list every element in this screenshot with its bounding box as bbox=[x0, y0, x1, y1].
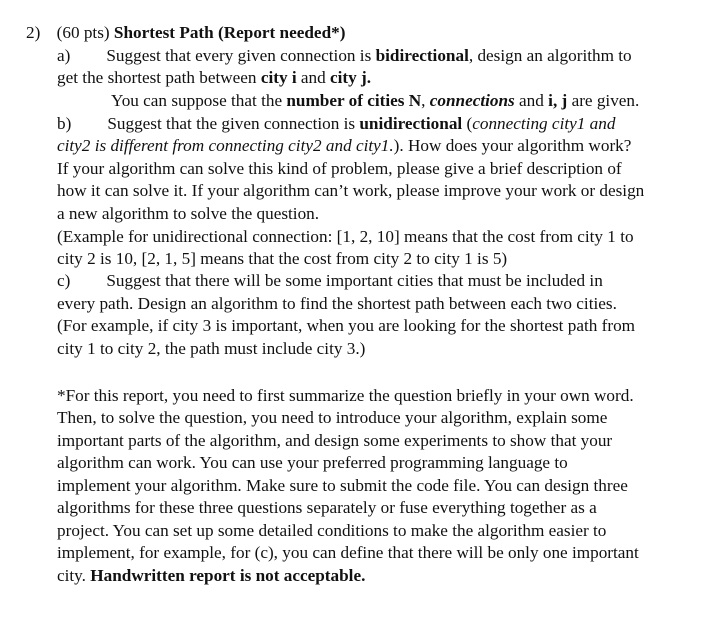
handwritten-warning: Handwritten report is not acceptable. bbox=[90, 566, 366, 585]
part-c-label: c) bbox=[57, 271, 71, 290]
report-note-line-5: implement your algorithm. Make sure to submit the code file. You can design three bbox=[57, 476, 628, 495]
report-note-line-4: algorithm can work. You can use your preferred programming language to bbox=[57, 453, 568, 472]
report-note-line-1: *For this report, you need to first summarize the question briefly in your own word. bbox=[57, 386, 634, 405]
part-c-line-2: every path. Design an algorithm to find the shortest path between each two cities. bbox=[57, 294, 617, 313]
part-a-line-2: get the shortest path between city i and city j. bbox=[57, 68, 372, 87]
part-b-line-1: b) Suggest that the given connection is unidirectional (connecting city1 and bbox=[57, 114, 616, 133]
question-number: 2) bbox=[26, 23, 41, 42]
question-heading bbox=[26, 22, 345, 44]
part-b-label: b) bbox=[57, 114, 72, 133]
part-c-line-1: c) Suggest that there will be some important cities that must be included in bbox=[57, 271, 603, 290]
part-b-line-5: a new algorithm to solve the question. bbox=[57, 204, 320, 223]
part-a-label: a) bbox=[57, 46, 71, 65]
report-note-line-3: important parts of the algorithm, and design some experiments to show that your bbox=[57, 431, 613, 450]
report-note-line-9: city. Handwritten report is not acceptable. bbox=[57, 566, 366, 585]
part-b-line-3: If your algorithm can solve this kind of problem, please give a brief description of bbox=[57, 159, 622, 178]
part-b-line-6: (Example for unidirectional connection: [1, 2, 10] means that the cost from city 1 to bbox=[57, 227, 634, 246]
part-a-line-3: You can suppose that the number of cities N, connections and i, j are given. bbox=[111, 91, 640, 110]
report-note-line-8: implement, for example, for (c), you can define that there will be only one important bbox=[57, 543, 639, 562]
part-b-line-7: city 2 is 10, [2, 1, 5] means that the cost from city 2 to city 1 is 5) bbox=[57, 249, 508, 268]
part-c-line-3: (For example, if city 3 is important, when you are looking for the shortest path from bbox=[57, 316, 636, 335]
report-note-line-2: Then, to solve the question, you need to introduce your algorithm, explain some bbox=[57, 408, 608, 427]
part-c-line-4: city 1 to city 2, the path must include city 3.) bbox=[57, 339, 366, 358]
question-points: (60 pts) bbox=[56, 23, 110, 42]
question-title: Shortest Path (Report needed*) bbox=[113, 23, 346, 42]
report-note-line-6: algorithms for these three questions separately or fuse everything together as a bbox=[57, 498, 597, 517]
part-b-line-2: city2 is different from connecting city2 and city1.). How does your algorithm work? bbox=[57, 136, 632, 155]
part-a-line-1: a) Suggest that every given connection is bidirectional, design an algorithm to bbox=[57, 46, 632, 65]
part-b-line-4: how it can solve it. If your algorithm can’t work, please improve your work or design bbox=[57, 181, 645, 200]
report-note-line-7: project. You can set up some detailed conditions to make the algorithm easier to bbox=[57, 521, 607, 540]
